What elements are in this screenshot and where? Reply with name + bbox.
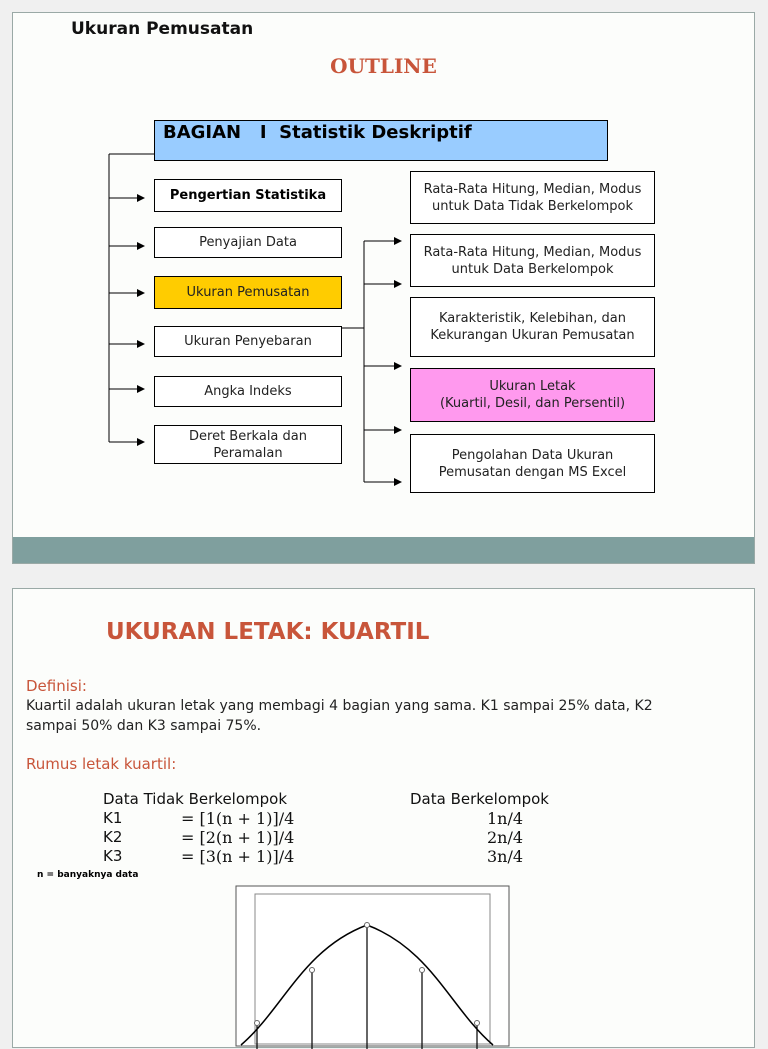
slide-outline <box>12 12 755 564</box>
slide-kuartil <box>12 588 755 1048</box>
row-k2-ungrouped: = [2(n + 1)]/4 <box>181 828 295 847</box>
row-k3-name: K3 <box>103 847 123 865</box>
row-k1-ungrouped: = [1(n + 1)]/4 <box>181 809 295 828</box>
box-angka-indeks: Angka Indeks <box>154 376 342 407</box>
bagian-title: BAGIAN I Statistik Deskriptif <box>154 120 608 161</box>
definisi-label: Definisi: <box>26 677 87 695</box>
normal-curve-figure <box>13 589 756 1049</box>
row-k2-name: K2 <box>103 828 123 846</box>
box-rata-berkelompok: Rata-Rata Hitung, Median, Modus untuk Data Berkelompok <box>410 234 655 287</box>
box-deret-berkala: Deret Berkala dan Peramalan <box>154 425 342 464</box>
row-k1-grouped: 1n/4 <box>487 809 524 828</box>
row-k2-grouped: 2n/4 <box>487 828 524 847</box>
note-n: n = banyaknya data <box>37 870 139 880</box>
box-penyajian-data: Penyajian Data <box>154 227 342 258</box>
row-k1-name: K1 <box>103 809 123 827</box>
row-k3-grouped: 3n/4 <box>487 847 524 866</box>
definisi-text: Kuartil adalah ukuran letak yang membagi 4 bagian yang sama. K1 sampai 25% data, K2 sampai 50% dan K3 sampai 75%. <box>26 698 653 734</box>
box-pengolahan-data: Pengolahan Data Ukuran Pemusatan dengan MS Excel <box>410 434 655 493</box>
outline-title: OUTLINE <box>330 54 437 78</box>
box-rata-tidak-berkelompok: Rata-Rata Hitung, Median, Modus untuk Data Tidak Berkelompok <box>410 171 655 224</box>
row-k3-ungrouped: = [3(n + 1)]/4 <box>181 847 295 866</box>
box-karakteristik: Karakteristik, Kelebihan, dan Kekurangan Ukuran Pemusatan <box>410 297 655 357</box>
box-pengertian-statistika: Pengertian Statistika <box>154 179 342 212</box>
slide-heading: Ukuran Pemusatan <box>71 19 254 39</box>
col-left-header: Data Tidak Berkelompok <box>103 790 288 808</box>
footer-bar <box>13 537 754 563</box>
col-right-header: Data Berkelompok <box>410 790 549 808</box>
box-ukuran-penyebaran: Ukuran Penyebaran <box>154 326 342 357</box>
box-ukuran-pemusatan: Ukuran Pemusatan <box>154 276 342 309</box>
slide-title: UKURAN LETAK: KUARTIL <box>106 619 430 645</box>
rumus-label: Rumus letak kuartil: <box>26 755 177 773</box>
box-ukuran-letak: Ukuran Letak (Kuartil, Desil, dan Persentil) <box>410 368 655 422</box>
